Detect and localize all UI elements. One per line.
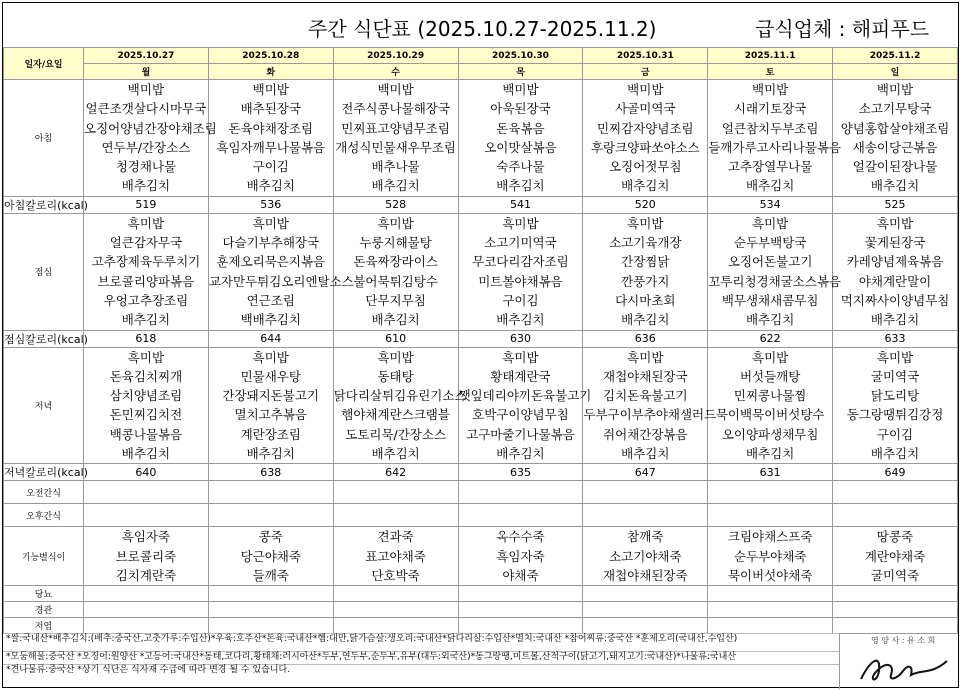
vendor-label: 급식업체 : 해피푸드	[755, 17, 930, 41]
menu-item: 단무지무침	[365, 292, 426, 308]
kcal-value: 525	[833, 196, 958, 213]
menu-item: 배추김치	[745, 178, 795, 194]
menu-item: 백무생채새콤무침	[721, 292, 819, 308]
menu-item: 배추김치	[870, 446, 920, 462]
empty-cell	[833, 618, 958, 634]
menu-cell	[84, 80, 217, 197]
menu-item: 백미밥	[876, 82, 914, 97]
menu-item: 민찌표고양념무조림	[341, 120, 450, 136]
menu-item: 청경채나물	[115, 159, 177, 175]
empty-cell	[333, 504, 458, 527]
porridge-item: 옥수수죽	[496, 529, 545, 545]
menu-item: 흑미밥	[627, 349, 664, 365]
menu-item: 배추김치	[496, 178, 545, 194]
menu-item: 백배추김치	[240, 312, 301, 328]
empty-cell	[833, 481, 958, 504]
empty-cell	[708, 481, 833, 504]
menu-item: 얼큰참치두부조림	[721, 120, 819, 136]
menu-item: 배추김치	[745, 446, 795, 462]
empty-cell	[458, 504, 583, 527]
porridge-cell	[208, 527, 333, 586]
empty-cell	[458, 602, 583, 618]
menu-item: 간장찜닭	[621, 254, 670, 270]
header-day: 금	[583, 64, 708, 80]
menu-item: 배추김치	[121, 312, 171, 328]
porridge-item: 당근야채죽	[240, 548, 301, 564]
menu-item: 구이김	[252, 159, 289, 175]
page-title: 주간 식단표 (2025.10.27-2025.11.2)	[308, 17, 657, 41]
menu-item: 고추장제육두루치기	[91, 254, 201, 270]
menu-item: 흑미밥	[252, 215, 289, 231]
menu-item: 멸치고추볶음	[234, 407, 307, 423]
header-date: 2025.10.30	[458, 48, 583, 64]
menu-item: 동그랑땡튀김강정	[846, 407, 944, 423]
menu-item: 백미밥	[752, 82, 789, 97]
menu-item: 흑미밥	[127, 215, 165, 231]
meal-row	[4, 347, 958, 464]
porridge-row	[4, 527, 958, 586]
menu-item: 흑미밥	[627, 215, 664, 231]
date-label: 일자/요일	[4, 48, 84, 80]
empty-cell	[458, 481, 583, 504]
menu-item: 배추김치	[621, 178, 670, 194]
menu-item: 연근조림	[246, 292, 295, 308]
diet-label: 당뇨	[4, 586, 84, 602]
menu-item: 돈육볶음	[496, 120, 545, 136]
meal-row	[4, 80, 958, 197]
empty-cell	[833, 586, 958, 602]
menu-item: 구이김	[502, 292, 539, 308]
kcal-value: 536	[208, 196, 333, 213]
kcal-value: 610	[333, 330, 458, 347]
menu-item: 배추김치	[496, 312, 545, 328]
menu-item: 백미밥	[502, 82, 539, 97]
kcal-value: 528	[333, 196, 458, 213]
kcal-value: 649	[833, 464, 958, 481]
menu-item: 흑미밥	[377, 215, 414, 231]
menu-item: 깻잎데리야끼돈육불고기	[458, 388, 592, 404]
empty-cell	[84, 586, 209, 602]
menu-item: 배추김치	[371, 178, 420, 194]
porridge-item: 계란야채죽	[864, 548, 926, 564]
menu-cell	[84, 213, 209, 330]
menu-item: 민찌감자양념조림	[596, 120, 694, 136]
menu-item: 다시마초회	[615, 292, 676, 308]
empty-cell	[708, 618, 833, 634]
kcal-value: 631	[708, 464, 833, 481]
menu-item: 흑미밥	[502, 349, 539, 365]
empty-cell	[208, 586, 333, 602]
menu-item: 배추나물	[371, 159, 420, 175]
diet-row	[4, 586, 958, 602]
origin-note-1: *쌀:국내산*배추김치:(배추:중국산,고춧가루:수입산)*우육:호주산*돈육:국내산*햄:대만,닭가슴살:생오리:국내산*닭다리살:수입산*멸치:국내산 *참어찌류:중국산 *훈제오리(국내산,수입산)	[6, 634, 738, 644]
header-date: 2025.11.1	[708, 48, 833, 64]
menu-item: 카레양념제육볶음	[846, 254, 944, 270]
porridge-cell	[333, 527, 458, 586]
menu-table	[3, 47, 958, 634]
header-day: 월	[84, 64, 209, 80]
empty-cell	[458, 618, 583, 634]
menu-cell	[333, 80, 458, 197]
porridge-cell	[708, 527, 833, 586]
meal-label: 점심	[4, 213, 84, 330]
snack-row	[4, 481, 958, 504]
menu-item: 흑미밥	[502, 215, 539, 231]
empty-cell	[458, 586, 583, 602]
menu-item: 배추김치	[621, 446, 670, 462]
menu-cell	[833, 213, 958, 330]
menu-item: 배추김치	[870, 178, 920, 194]
empty-cell	[583, 481, 708, 504]
menu-sheet	[2, 2, 959, 688]
header-date-row	[4, 48, 958, 64]
menu-item: 야채계란말이	[858, 273, 932, 289]
menu-item: 삼치양념조림	[109, 388, 183, 404]
empty-cell	[208, 481, 333, 504]
menu-item: 흑미밥	[876, 349, 914, 365]
menu-item: 도토리묵/간장소스	[345, 426, 447, 442]
menu-item: 꽃게된장국	[864, 235, 926, 251]
porridge-item: 참깨죽	[627, 529, 664, 545]
menu-item: 훈제오리묵은지볶음	[216, 254, 326, 270]
menu-item: 흑임자깨무나물볶음	[216, 139, 326, 155]
menu-item: 아욱된장국	[490, 101, 551, 117]
empty-cell	[333, 618, 458, 634]
menu-item: 황태계란국	[490, 368, 551, 384]
menu-item: 배추김치	[621, 312, 670, 328]
menu-item: 동태탕	[377, 368, 414, 384]
origin-note-3: *견나물류:중국산 *상기 식단은 식자재 수급에 따라 변경 될 수 있습니다.	[6, 665, 291, 675]
menu-item: 불어묵튀김탕수	[353, 273, 438, 289]
menu-cell	[583, 213, 708, 330]
menu-cell	[708, 213, 842, 330]
menu-item: 양념홍합살야채조림	[840, 120, 950, 136]
header-day: 화	[208, 64, 333, 80]
menu-item: 전주식콩나물해장국	[341, 101, 450, 117]
kcal-value: 633	[833, 330, 958, 347]
origin-note-2: *모둠해물:중국산 *오징어:원양산 *고등어:국내산*동태,코다리,황태채:러시아산*두부,연두부,순두부,유부(대두:외국산)*동그랑땡,미트볼,산적구이(닭고기,돼지고기:국내산)*나물류:국내산	[6, 652, 737, 662]
menu-cell	[84, 347, 209, 464]
porridge-item: 크림야채스프죽	[727, 529, 813, 545]
menu-item: 흑미밥	[252, 349, 289, 365]
porridge-item: 들깨죽	[252, 567, 289, 583]
porridge-cell	[833, 527, 958, 586]
porridge-item: 흑임자죽	[496, 548, 545, 564]
empty-cell	[708, 504, 833, 527]
porridge-item: 재첩야채된장죽	[603, 567, 688, 583]
kcal-value: 638	[208, 464, 333, 481]
empty-cell	[84, 602, 209, 618]
menu-item: 백콩나물볶음	[109, 426, 183, 442]
menu-item: 우엉고추장조림	[103, 292, 189, 308]
empty-cell	[208, 602, 333, 618]
empty-cell	[333, 481, 458, 504]
kcal-value: 622	[708, 330, 833, 347]
kcal-label: 저녁칼로리(kcal)	[4, 464, 84, 481]
menu-item: 배추김치	[121, 178, 171, 194]
empty-cell	[333, 586, 458, 602]
menu-item: 돈민찌김치전	[109, 407, 183, 423]
menu-item: 배추된장국	[240, 101, 301, 117]
empty-cell	[583, 602, 708, 618]
menu-item: 미트볼야채볶음	[478, 273, 563, 289]
meal-row	[4, 213, 958, 330]
menu-item: 닭도리탕	[870, 388, 920, 404]
menu-item: 들깨가루고사리나물볶음	[708, 139, 842, 155]
menu-item: 배추김치	[121, 446, 171, 462]
header-day: 수	[333, 64, 458, 80]
menu-item: 깐풍가지	[621, 273, 670, 289]
empty-cell	[84, 618, 209, 634]
menu-cell	[333, 213, 458, 330]
empty-cell	[583, 618, 708, 634]
menu-item: 두부구이부추야채샐러드	[583, 407, 717, 423]
menu-item: 개성식민물새우무조림	[335, 139, 456, 155]
porridge-item: 묵이버섯야채죽	[727, 567, 813, 583]
menu-item: 백미밥	[627, 82, 664, 97]
menu-item: 김치돈육불고기	[603, 388, 688, 404]
menu-item: 오징어젓무침	[609, 159, 682, 175]
menu-item: 민물새우탕	[240, 368, 301, 384]
menu-item: 돈육야채장조림	[228, 120, 314, 136]
menu-item: 쥐어채간장볶음	[603, 426, 688, 442]
menu-item: 묵이백묵이버섯탕수	[715, 407, 825, 423]
header-date: 2025.11.2	[833, 48, 958, 64]
kcal-row	[4, 464, 958, 481]
empty-cell	[333, 602, 458, 618]
empty-cell	[208, 504, 333, 527]
porridge-item: 야채죽	[502, 567, 539, 583]
menu-item: 시래기토장국	[733, 101, 807, 117]
menu-item: 소고기육개장	[609, 235, 682, 251]
empty-cell	[833, 504, 958, 527]
menu-item: 백미밥	[377, 82, 414, 97]
menu-item: 흑미밥	[752, 215, 789, 231]
menu-item: 민찌콩나물찜	[733, 388, 807, 404]
menu-item: 다슬기부추해장국	[222, 235, 320, 251]
empty-cell	[84, 504, 209, 527]
porridge-item: 흑임자죽	[121, 529, 171, 545]
porridge-cell	[583, 527, 708, 586]
menu-item: 백미밥	[127, 82, 165, 97]
menu-cell	[708, 347, 833, 464]
porridge-item: 순두부야채죽	[733, 548, 807, 564]
menu-item: 배추김치	[745, 312, 795, 328]
diet-label: 경관	[4, 602, 84, 618]
snack-row	[4, 504, 958, 527]
nutritionist-label: 영 양 사 : 유 소 희	[871, 636, 936, 645]
menu-cell	[208, 213, 354, 330]
menu-cell	[833, 347, 958, 464]
kcal-value: 541	[458, 196, 583, 213]
porridge-item: 단호박죽	[371, 567, 420, 583]
menu-item: 오징어돈불고기	[727, 254, 813, 270]
footer-notes	[3, 633, 958, 689]
empty-cell	[708, 586, 833, 602]
title-bar	[3, 3, 958, 48]
menu-item: 오징어양념간장야채조림	[84, 120, 217, 136]
meal-label: 아침	[4, 80, 84, 197]
menu-item: 후랑크양파쏘야소스	[590, 139, 700, 155]
menu-item: 오이맛살볶음	[484, 139, 557, 155]
empty-cell	[84, 481, 209, 504]
menu-item: 연두부/간장소스	[101, 139, 191, 155]
header-date: 2025.10.28	[208, 48, 333, 64]
menu-item: 고추장열무나물	[727, 159, 813, 175]
kcal-value: 640	[84, 464, 209, 481]
header-day-row	[4, 64, 958, 80]
menu-item: 굴미역국	[870, 368, 920, 384]
menu-item: 순두부백탕국	[733, 235, 807, 251]
menu-item: 백미밥	[252, 82, 289, 97]
menu-cell	[333, 347, 467, 464]
menu-item: 소고기무탕국	[858, 101, 932, 117]
kcal-value: 519	[84, 196, 209, 213]
porridge-cell	[458, 527, 583, 586]
menu-cell	[458, 213, 583, 330]
porridge-item: 땅콩죽	[876, 529, 914, 545]
menu-item: 얼큰조갯살다시마무국	[85, 101, 207, 117]
snack-label: 오후간식	[4, 504, 84, 527]
diet-row	[4, 618, 958, 634]
header-date: 2025.10.31	[583, 48, 708, 64]
menu-item: 구이김	[876, 426, 914, 442]
porridge-item: 김치계란죽	[115, 567, 177, 583]
porridge-label: 기능별식이	[4, 527, 84, 586]
menu-item: 흑미밥	[377, 349, 414, 365]
porridge-cell	[84, 527, 209, 586]
menu-item: 간장돼지돈불고기	[222, 388, 320, 404]
kcal-value: 635	[458, 464, 583, 481]
kcal-value: 618	[84, 330, 209, 347]
menu-item: 고구마줄기나물볶음	[466, 426, 575, 442]
kcal-value: 630	[458, 330, 583, 347]
menu-item: 돈육김치찌개	[109, 368, 183, 384]
header-day: 목	[458, 64, 583, 80]
kcal-value: 520	[583, 196, 708, 213]
menu-item: 닭다리살튀김유린기소스	[333, 388, 467, 404]
menu-item: 오이양파생채무침	[721, 426, 819, 442]
kcal-value: 636	[583, 330, 708, 347]
kcal-value: 534	[708, 196, 833, 213]
diet-label: 저염	[4, 618, 84, 634]
menu-cell	[583, 347, 717, 464]
menu-item: 흑미밥	[752, 349, 789, 365]
menu-cell	[708, 80, 842, 197]
menu-cell	[833, 80, 958, 197]
kcal-label: 아침칼로리(kcal)	[4, 196, 84, 213]
menu-cell	[458, 80, 583, 197]
porridge-item: 표고야채죽	[365, 548, 426, 564]
porridge-item: 브로콜리죽	[115, 548, 177, 564]
snack-label: 오전간식	[4, 481, 84, 504]
menu-item: 배추김치	[870, 312, 920, 328]
menu-item: 꼬투리청경채굴소스볶음	[708, 273, 842, 289]
header-day: 일	[833, 64, 958, 80]
menu-item: 얼큰감자무국	[109, 235, 183, 251]
menu-item: 소고기미역국	[484, 235, 557, 251]
empty-cell	[708, 602, 833, 618]
kcal-row	[4, 196, 958, 213]
porridge-item: 굴미역죽	[870, 567, 920, 583]
empty-cell	[583, 586, 708, 602]
meal-label: 저녁	[4, 347, 84, 464]
menu-item: 햄야채계란스크램블	[341, 407, 450, 423]
menu-item: 배추김치	[371, 446, 420, 462]
menu-cell	[458, 347, 592, 464]
header-date: 2025.10.27	[84, 48, 209, 64]
menu-item: 돈육짜장라이스	[353, 254, 438, 270]
menu-item: 버섯들깨탕	[739, 368, 801, 384]
menu-item: 재첩야채된장국	[603, 368, 688, 384]
signature-image	[851, 649, 955, 689]
menu-cell	[208, 347, 333, 464]
kcal-value: 642	[333, 464, 458, 481]
menu-item: 배추김치	[246, 178, 295, 194]
empty-cell	[208, 618, 333, 634]
menu-item: 새송이당근볶음	[852, 139, 938, 155]
menu-item: 흑미밥	[876, 215, 914, 231]
header-date: 2025.10.29	[333, 48, 458, 64]
empty-cell	[833, 602, 958, 618]
menu-item: 먹지짜사이양념무침	[840, 292, 950, 308]
menu-item: 얼갈이된장나물	[852, 159, 938, 175]
menu-item: 계란장조림	[240, 426, 301, 442]
kcal-value: 644	[208, 330, 333, 347]
porridge-item: 견과죽	[377, 529, 414, 545]
kcal-label: 점심칼로리(kcal)	[4, 330, 84, 347]
menu-item: 배추김치	[496, 446, 545, 462]
kcal-row	[4, 330, 958, 347]
diet-row	[4, 602, 958, 618]
menu-item: 누룽지해물탕	[359, 235, 432, 251]
menu-cell	[583, 80, 708, 197]
menu-cell	[208, 80, 333, 197]
menu-item: 배추김치	[246, 446, 295, 462]
menu-item: 숙주나물	[496, 159, 545, 175]
menu-item: 교자만두튀김오리엔탈소스	[208, 273, 354, 289]
kcal-value: 647	[583, 464, 708, 481]
menu-item: 무코다리감자조림	[472, 254, 569, 270]
header-day: 토	[708, 64, 833, 80]
menu-item: 사골미역국	[615, 101, 676, 117]
menu-item: 배추김치	[371, 312, 420, 328]
menu-item: 흑미밥	[127, 349, 165, 365]
empty-cell	[583, 504, 708, 527]
porridge-item: 소고기야채죽	[609, 548, 682, 564]
porridge-item: 콩죽	[258, 529, 283, 545]
menu-item: 호박구이양념무침	[472, 407, 569, 423]
menu-item: 브로콜리양파볶음	[97, 273, 195, 289]
